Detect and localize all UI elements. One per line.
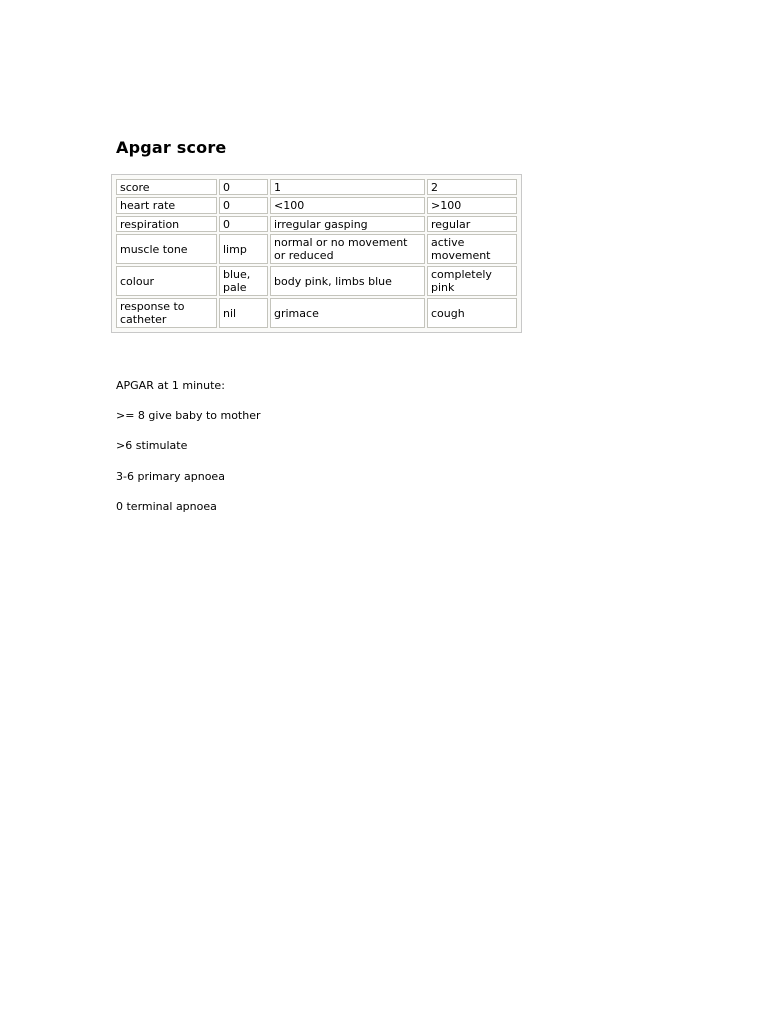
apgar-notes — [116, 378, 261, 529]
table-cell: <100 — [270, 197, 425, 213]
table-row — [116, 234, 517, 264]
table-cell: 2 — [427, 179, 517, 195]
table-cell: regular — [427, 216, 517, 232]
table-row — [116, 266, 517, 296]
table-cell: 0 — [219, 197, 268, 213]
table-cell: 0 — [219, 216, 268, 232]
table-cell: >100 — [427, 197, 517, 213]
row-label-score: score — [116, 179, 217, 195]
apgar-table — [114, 177, 519, 330]
table-row — [116, 197, 517, 213]
note-heading: APGAR at 1 minute: — [116, 379, 225, 392]
table-cell: 1 — [270, 179, 425, 195]
row-label-muscle-tone: muscle tone — [116, 234, 217, 264]
table-cell: normal or no movement or reduced — [270, 234, 425, 264]
table-cell: 0 — [219, 179, 268, 195]
table-cell: completely pink — [427, 266, 517, 296]
table-cell: body pink, limbs blue — [270, 266, 425, 296]
table-cell: cough — [427, 298, 517, 328]
table-row — [116, 216, 517, 232]
page-title: Apgar score — [116, 138, 227, 157]
table-cell: nil — [219, 298, 268, 328]
table-cell: irregular gasping — [270, 216, 425, 232]
table-row — [116, 179, 517, 195]
table-cell: grimace — [270, 298, 425, 328]
apgar-table-container — [111, 174, 522, 333]
note-item: >= 8 give baby to mother — [116, 409, 261, 423]
table-row — [116, 298, 517, 328]
table-cell: active movement — [427, 234, 517, 264]
row-label-colour: colour — [116, 266, 217, 296]
table-cell: limp — [219, 234, 268, 264]
row-label-heart-rate: heart rate — [116, 197, 217, 213]
note-item: >6 stimulate — [116, 439, 188, 453]
note-item: 3-6 primary apnoea — [116, 469, 225, 483]
row-label-response-to-catheter: response to catheter — [116, 298, 217, 328]
row-label-respiration: respiration — [116, 216, 217, 232]
table-cell: blue, pale — [219, 266, 268, 296]
note-item: 0 terminal apnoea — [116, 499, 217, 513]
